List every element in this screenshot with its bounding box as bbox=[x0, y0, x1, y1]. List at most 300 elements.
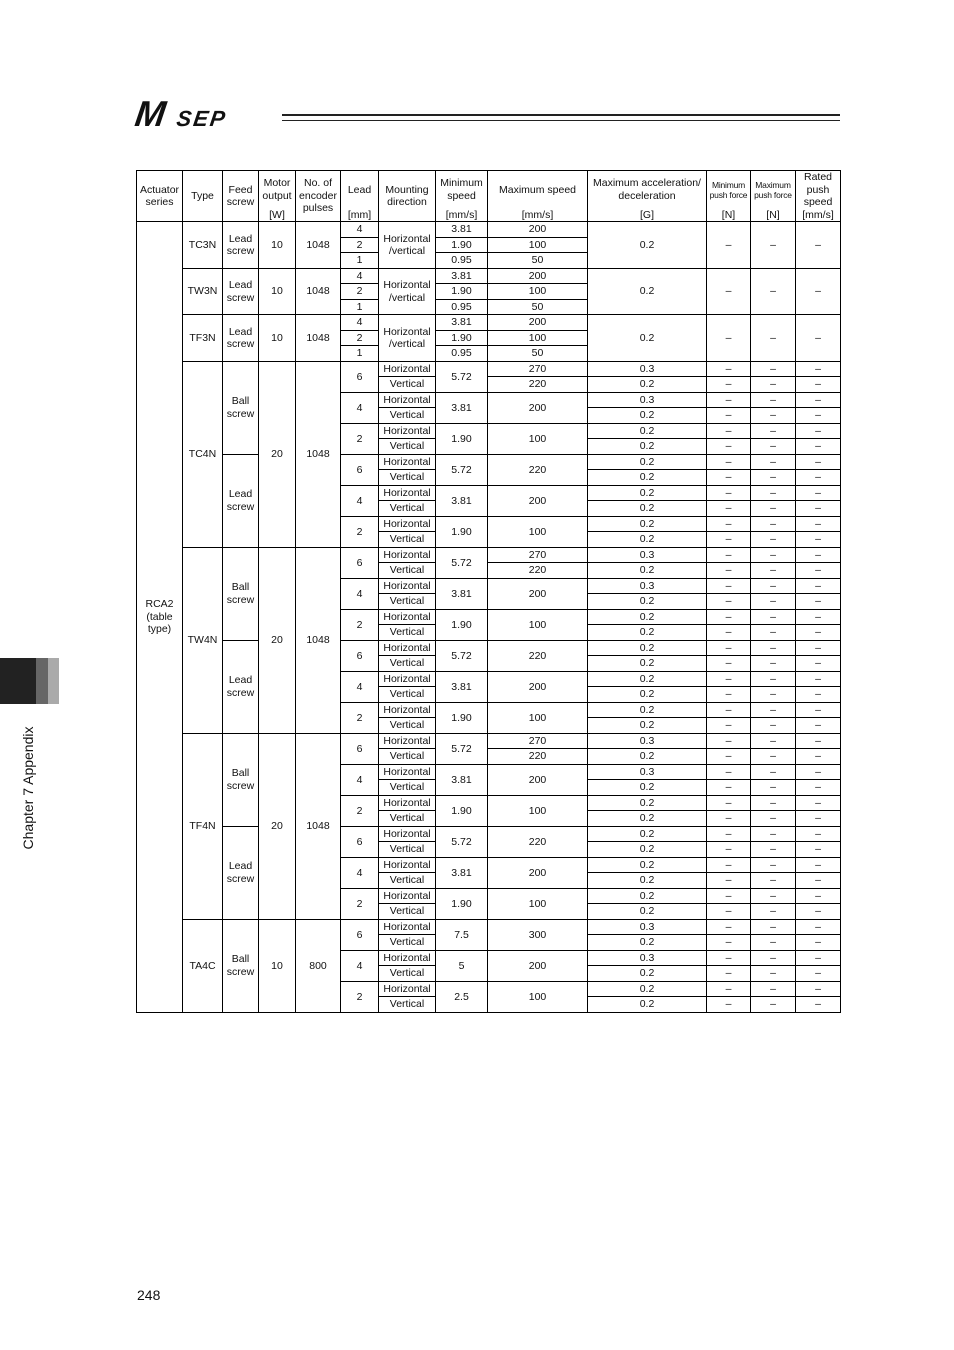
feed-screw-cell: Lead screw bbox=[223, 315, 259, 362]
rated-push-speed-cell: – bbox=[796, 516, 841, 532]
max-push-cell: – bbox=[751, 780, 796, 796]
max-push-cell: – bbox=[751, 625, 796, 641]
min-speed-cell: 3.81 bbox=[436, 578, 488, 609]
header-encoder-pulses: No. of encoder pulses bbox=[296, 171, 341, 222]
accel-cell: 0.3 bbox=[588, 919, 707, 935]
unit-min-push: [N] bbox=[707, 209, 751, 222]
accel-cell: 0.2 bbox=[588, 640, 707, 656]
accel-cell: 0.3 bbox=[588, 392, 707, 408]
type-cell: TA4C bbox=[183, 919, 223, 1012]
accel-cell: 0.2 bbox=[588, 997, 707, 1013]
msep-logo bbox=[132, 93, 278, 134]
mounting-cell: Vertical bbox=[379, 687, 436, 703]
mounting-cell: Horizontal bbox=[379, 764, 436, 780]
lead-cell: 4 bbox=[341, 222, 379, 238]
max-push-cell: – bbox=[751, 501, 796, 517]
max-push-cell: – bbox=[751, 454, 796, 470]
feed-screw-cell: Ball screw bbox=[223, 547, 259, 640]
min-push-cell: – bbox=[707, 935, 751, 951]
actuator-series-cell: RCA2 (table type) bbox=[137, 222, 183, 1013]
page-number: 248 bbox=[137, 1287, 161, 1303]
lead-cell: 6 bbox=[341, 640, 379, 671]
mounting-cell: Vertical bbox=[379, 656, 436, 672]
table-row bbox=[137, 454, 841, 470]
max-push-cell: – bbox=[751, 594, 796, 610]
max-speed-cell: 270 bbox=[488, 733, 588, 749]
max-push-cell: – bbox=[751, 439, 796, 455]
lead-cell: 4 bbox=[341, 578, 379, 609]
min-push-cell: – bbox=[707, 361, 751, 377]
accel-cell: 0.2 bbox=[588, 268, 707, 315]
accel-cell: 0.2 bbox=[588, 888, 707, 904]
max-push-cell: – bbox=[751, 857, 796, 873]
rated-push-speed-cell: – bbox=[796, 470, 841, 486]
min-push-cell: – bbox=[707, 842, 751, 858]
min-push-cell: – bbox=[707, 392, 751, 408]
min-speed-cell: 1.90 bbox=[436, 237, 488, 253]
accel-cell: 0.2 bbox=[588, 826, 707, 842]
rated-push-speed-cell: – bbox=[796, 687, 841, 703]
min-speed-cell: 1.90 bbox=[436, 888, 488, 919]
min-speed-cell: 0.95 bbox=[436, 299, 488, 315]
encoder-pulses-cell: 1048 bbox=[296, 733, 341, 919]
accel-cell: 0.2 bbox=[588, 842, 707, 858]
mounting-cell: Horizontal bbox=[379, 392, 436, 408]
rated-push-speed-cell: – bbox=[796, 640, 841, 656]
min-speed-cell: 3.81 bbox=[436, 268, 488, 284]
max-push-cell: – bbox=[751, 268, 796, 315]
max-speed-cell: 200 bbox=[488, 764, 588, 795]
max-speed-cell: 220 bbox=[488, 377, 588, 393]
min-speed-cell: 5.72 bbox=[436, 454, 488, 485]
lead-cell: 2 bbox=[341, 702, 379, 733]
max-push-cell: – bbox=[751, 888, 796, 904]
mounting-cell: Horizontal /vertical bbox=[379, 268, 436, 315]
min-push-cell: – bbox=[707, 516, 751, 532]
rated-push-speed-cell: – bbox=[796, 315, 841, 362]
min-push-cell: – bbox=[707, 315, 751, 362]
mounting-cell: Vertical bbox=[379, 811, 436, 827]
max-speed-cell: 300 bbox=[488, 919, 588, 950]
rated-push-speed-cell: – bbox=[796, 423, 841, 439]
max-speed-cell: 200 bbox=[488, 268, 588, 284]
max-speed-cell: 200 bbox=[488, 671, 588, 702]
max-speed-cell: 220 bbox=[488, 826, 588, 857]
rated-push-speed-cell: – bbox=[796, 842, 841, 858]
spec-table-body bbox=[137, 222, 841, 1013]
rated-push-speed-cell: – bbox=[796, 702, 841, 718]
table-row bbox=[137, 640, 841, 656]
max-push-cell: – bbox=[751, 904, 796, 920]
max-speed-cell: 100 bbox=[488, 237, 588, 253]
min-speed-cell: 1.90 bbox=[436, 423, 488, 454]
min-push-cell: – bbox=[707, 966, 751, 982]
motor-output-cell: 20 bbox=[259, 733, 296, 919]
header-max-push: Maximum push force bbox=[751, 171, 796, 209]
min-speed-cell: 1.90 bbox=[436, 516, 488, 547]
mounting-cell: Vertical bbox=[379, 501, 436, 517]
accel-cell: 0.2 bbox=[588, 857, 707, 873]
mounting-cell: Horizontal /vertical bbox=[379, 222, 436, 269]
type-cell: TF4N bbox=[183, 733, 223, 919]
min-push-cell: – bbox=[707, 826, 751, 842]
lead-cell: 6 bbox=[341, 454, 379, 485]
max-push-cell: – bbox=[751, 733, 796, 749]
rated-push-speed-cell: – bbox=[796, 439, 841, 455]
accel-cell: 0.2 bbox=[588, 873, 707, 889]
mounting-cell: Vertical bbox=[379, 470, 436, 486]
rated-push-speed-cell: – bbox=[796, 377, 841, 393]
max-push-cell: – bbox=[751, 795, 796, 811]
rated-push-speed-cell: – bbox=[796, 873, 841, 889]
header-rule bbox=[282, 114, 840, 116]
accel-cell: 0.2 bbox=[588, 222, 707, 269]
min-push-cell: – bbox=[707, 268, 751, 315]
max-speed-cell: 100 bbox=[488, 330, 588, 346]
rated-push-speed-cell: – bbox=[796, 501, 841, 517]
min-push-cell: – bbox=[707, 532, 751, 548]
feed-screw-cell: Lead screw bbox=[223, 826, 259, 919]
mounting-cell: Vertical bbox=[379, 904, 436, 920]
lead-cell: 2 bbox=[341, 330, 379, 346]
encoder-pulses-cell: 1048 bbox=[296, 547, 341, 733]
accel-cell: 0.2 bbox=[588, 315, 707, 362]
min-speed-cell: 1.90 bbox=[436, 702, 488, 733]
svg-text:M: M bbox=[132, 93, 169, 134]
min-push-cell: – bbox=[707, 780, 751, 796]
lead-cell: 6 bbox=[341, 361, 379, 392]
mounting-cell: Horizontal bbox=[379, 733, 436, 749]
max-push-cell: – bbox=[751, 516, 796, 532]
lead-cell: 4 bbox=[341, 671, 379, 702]
accel-cell: 0.2 bbox=[588, 966, 707, 982]
min-push-cell: – bbox=[707, 997, 751, 1013]
mounting-cell: Vertical bbox=[379, 563, 436, 579]
min-speed-cell: 3.81 bbox=[436, 222, 488, 238]
max-push-cell: – bbox=[751, 950, 796, 966]
mounting-cell: Horizontal bbox=[379, 888, 436, 904]
max-speed-cell: 200 bbox=[488, 578, 588, 609]
mounting-cell: Horizontal bbox=[379, 702, 436, 718]
lead-cell: 2 bbox=[341, 609, 379, 640]
encoder-pulses-cell: 1048 bbox=[296, 315, 341, 362]
rated-push-speed-cell: – bbox=[796, 609, 841, 625]
rated-push-speed-cell: – bbox=[796, 361, 841, 377]
max-push-cell: – bbox=[751, 609, 796, 625]
max-speed-cell: 220 bbox=[488, 563, 588, 579]
lead-cell: 2 bbox=[341, 981, 379, 1012]
accel-cell: 0.2 bbox=[588, 981, 707, 997]
mounting-cell: Vertical bbox=[379, 532, 436, 548]
min-push-cell: – bbox=[707, 547, 751, 563]
max-speed-cell: 100 bbox=[488, 609, 588, 640]
table-row bbox=[137, 547, 841, 563]
max-push-cell: – bbox=[751, 671, 796, 687]
max-speed-cell: 100 bbox=[488, 284, 588, 300]
min-push-cell: – bbox=[707, 609, 751, 625]
feed-screw-cell: Ball screw bbox=[223, 361, 259, 454]
max-push-cell: – bbox=[751, 485, 796, 501]
min-push-cell: – bbox=[707, 222, 751, 269]
max-speed-cell: 200 bbox=[488, 315, 588, 331]
header-type: Type bbox=[183, 171, 223, 222]
max-push-cell: – bbox=[751, 687, 796, 703]
min-speed-cell: 3.81 bbox=[436, 315, 488, 331]
mounting-cell: Horizontal bbox=[379, 795, 436, 811]
max-speed-cell: 270 bbox=[488, 361, 588, 377]
min-push-cell: – bbox=[707, 749, 751, 765]
header-rule-thin bbox=[282, 120, 840, 121]
rated-push-speed-cell: – bbox=[796, 578, 841, 594]
rated-push-speed-cell: – bbox=[796, 454, 841, 470]
rated-push-speed-cell: – bbox=[796, 966, 841, 982]
lead-cell: 1 bbox=[341, 346, 379, 362]
min-speed-cell: 7.5 bbox=[436, 919, 488, 950]
max-speed-cell: 200 bbox=[488, 392, 588, 423]
rated-push-speed-cell: – bbox=[796, 222, 841, 269]
max-speed-cell: 50 bbox=[488, 346, 588, 362]
accel-cell: 0.2 bbox=[588, 671, 707, 687]
min-push-cell: – bbox=[707, 625, 751, 641]
mounting-cell: Vertical bbox=[379, 780, 436, 796]
max-speed-cell: 220 bbox=[488, 640, 588, 671]
min-speed-cell: 1.90 bbox=[436, 284, 488, 300]
max-speed-cell: 100 bbox=[488, 516, 588, 547]
header-feed-screw: Feed screw bbox=[223, 171, 259, 222]
max-speed-cell: 100 bbox=[488, 702, 588, 733]
min-push-cell: – bbox=[707, 501, 751, 517]
max-push-cell: – bbox=[751, 222, 796, 269]
encoder-pulses-cell: 1048 bbox=[296, 222, 341, 269]
encoder-pulses-cell: 800 bbox=[296, 919, 341, 1012]
rated-push-speed-cell: – bbox=[796, 749, 841, 765]
rated-push-speed-cell: – bbox=[796, 408, 841, 424]
min-speed-cell: 3.81 bbox=[436, 857, 488, 888]
min-push-cell: – bbox=[707, 423, 751, 439]
min-speed-cell: 0.95 bbox=[436, 253, 488, 269]
max-speed-cell: 220 bbox=[488, 454, 588, 485]
max-push-cell: – bbox=[751, 470, 796, 486]
table-row bbox=[137, 315, 841, 331]
max-speed-cell: 200 bbox=[488, 857, 588, 888]
rated-push-speed-cell: – bbox=[796, 857, 841, 873]
max-push-cell: – bbox=[751, 377, 796, 393]
max-speed-cell: 50 bbox=[488, 253, 588, 269]
lead-cell: 1 bbox=[341, 253, 379, 269]
mounting-cell: Horizontal bbox=[379, 578, 436, 594]
accel-cell: 0.2 bbox=[588, 470, 707, 486]
lead-cell: 1 bbox=[341, 299, 379, 315]
mounting-cell: Horizontal bbox=[379, 609, 436, 625]
min-push-cell: – bbox=[707, 578, 751, 594]
min-speed-cell: 0.95 bbox=[436, 346, 488, 362]
table-row bbox=[137, 361, 841, 377]
min-speed-cell: 1.90 bbox=[436, 330, 488, 346]
mounting-cell: Horizontal bbox=[379, 671, 436, 687]
rated-push-speed-cell: – bbox=[796, 594, 841, 610]
max-push-cell: – bbox=[751, 315, 796, 362]
lead-cell: 2 bbox=[341, 795, 379, 826]
max-speed-cell: 50 bbox=[488, 299, 588, 315]
max-push-cell: – bbox=[751, 997, 796, 1013]
accel-cell: 0.2 bbox=[588, 780, 707, 796]
motor-output-cell: 10 bbox=[259, 919, 296, 1012]
accel-cell: 0.3 bbox=[588, 547, 707, 563]
min-push-cell: – bbox=[707, 981, 751, 997]
min-push-cell: – bbox=[707, 811, 751, 827]
accel-cell: 0.2 bbox=[588, 501, 707, 517]
lead-cell: 4 bbox=[341, 392, 379, 423]
mounting-cell: Vertical bbox=[379, 377, 436, 393]
type-cell: TC4N bbox=[183, 361, 223, 547]
rated-push-speed-cell: – bbox=[796, 764, 841, 780]
rated-push-speed-cell: – bbox=[796, 919, 841, 935]
max-push-cell: – bbox=[751, 640, 796, 656]
max-push-cell: – bbox=[751, 764, 796, 780]
feed-screw-cell: Lead screw bbox=[223, 640, 259, 733]
accel-cell: 0.2 bbox=[588, 439, 707, 455]
min-speed-cell: 5.72 bbox=[436, 361, 488, 392]
header-accel: Maximum acceleration/ deceleration bbox=[588, 171, 707, 209]
accel-cell: 0.2 bbox=[588, 625, 707, 641]
motor-output-cell: 10 bbox=[259, 268, 296, 315]
accel-cell: 0.2 bbox=[588, 408, 707, 424]
mounting-cell: Horizontal bbox=[379, 485, 436, 501]
accel-cell: 0.2 bbox=[588, 485, 707, 501]
min-push-cell: – bbox=[707, 485, 751, 501]
mounting-cell: Horizontal bbox=[379, 454, 436, 470]
max-push-cell: – bbox=[751, 718, 796, 734]
max-push-cell: – bbox=[751, 981, 796, 997]
accel-cell: 0.2 bbox=[588, 656, 707, 672]
max-push-cell: – bbox=[751, 656, 796, 672]
min-speed-cell: 5.72 bbox=[436, 826, 488, 857]
accel-cell: 0.2 bbox=[588, 516, 707, 532]
min-push-cell: – bbox=[707, 439, 751, 455]
min-push-cell: – bbox=[707, 857, 751, 873]
unit-max-speed: [mm/s] bbox=[488, 209, 588, 222]
max-push-cell: – bbox=[751, 873, 796, 889]
rated-push-speed-cell: – bbox=[796, 532, 841, 548]
feed-screw-cell: Lead screw bbox=[223, 268, 259, 315]
min-push-cell: – bbox=[707, 888, 751, 904]
rated-push-speed-cell: – bbox=[796, 981, 841, 997]
type-cell: TC3N bbox=[183, 222, 223, 269]
encoder-pulses-cell: 1048 bbox=[296, 268, 341, 315]
header-actuator-series: Actuator series bbox=[137, 171, 183, 222]
rated-push-speed-cell: – bbox=[796, 671, 841, 687]
feed-screw-cell: Lead screw bbox=[223, 222, 259, 269]
encoder-pulses-cell: 1048 bbox=[296, 361, 341, 547]
accel-cell: 0.2 bbox=[588, 563, 707, 579]
min-speed-cell: 3.81 bbox=[436, 485, 488, 516]
unit-min-speed: [mm/s] bbox=[436, 209, 488, 222]
min-speed-cell: 3.81 bbox=[436, 671, 488, 702]
mounting-cell: Vertical bbox=[379, 594, 436, 610]
motor-output-cell: 10 bbox=[259, 222, 296, 269]
feed-screw-cell: Ball screw bbox=[223, 733, 259, 826]
min-speed-cell: 5.72 bbox=[436, 547, 488, 578]
chapter-tab-block bbox=[0, 658, 36, 704]
table-row bbox=[137, 222, 841, 238]
max-speed-cell: 200 bbox=[488, 485, 588, 516]
max-push-cell: – bbox=[751, 935, 796, 951]
mounting-cell: Vertical bbox=[379, 749, 436, 765]
svg-text:SEP: SEP bbox=[175, 106, 229, 131]
accel-cell: 0.3 bbox=[588, 361, 707, 377]
max-speed-cell: 200 bbox=[488, 222, 588, 238]
mounting-cell: Horizontal bbox=[379, 981, 436, 997]
mounting-cell: Horizontal bbox=[379, 826, 436, 842]
mounting-cell: Horizontal bbox=[379, 516, 436, 532]
rated-push-speed-cell: – bbox=[796, 950, 841, 966]
lead-cell: 4 bbox=[341, 764, 379, 795]
max-push-cell: – bbox=[751, 408, 796, 424]
lead-cell: 2 bbox=[341, 237, 379, 253]
accel-cell: 0.2 bbox=[588, 532, 707, 548]
max-speed-cell: 100 bbox=[488, 795, 588, 826]
unit-accel: [G] bbox=[588, 209, 707, 222]
accel-cell: 0.2 bbox=[588, 702, 707, 718]
min-push-cell: – bbox=[707, 563, 751, 579]
min-push-cell: – bbox=[707, 640, 751, 656]
rated-push-speed-cell: – bbox=[796, 811, 841, 827]
header-lead: Lead bbox=[341, 171, 379, 209]
max-push-cell: – bbox=[751, 842, 796, 858]
accel-cell: 0.2 bbox=[588, 904, 707, 920]
max-push-cell: – bbox=[751, 532, 796, 548]
max-push-cell: – bbox=[751, 826, 796, 842]
mounting-cell: Horizontal bbox=[379, 547, 436, 563]
mounting-cell: Horizontal bbox=[379, 857, 436, 873]
chapter-label: Chapter 7 Appendix bbox=[20, 726, 36, 850]
accel-cell: 0.2 bbox=[588, 795, 707, 811]
lead-cell: 4 bbox=[341, 950, 379, 981]
max-speed-cell: 100 bbox=[488, 981, 588, 1012]
accel-cell: 0.2 bbox=[588, 811, 707, 827]
chapter-tab-stripe-light bbox=[48, 658, 59, 704]
min-push-cell: – bbox=[707, 795, 751, 811]
min-push-cell: – bbox=[707, 873, 751, 889]
rated-push-speed-cell: – bbox=[796, 888, 841, 904]
min-push-cell: – bbox=[707, 718, 751, 734]
max-push-cell: – bbox=[751, 563, 796, 579]
max-push-cell: – bbox=[751, 749, 796, 765]
min-push-cell: – bbox=[707, 656, 751, 672]
mounting-cell: Vertical bbox=[379, 439, 436, 455]
min-push-cell: – bbox=[707, 671, 751, 687]
max-push-cell: – bbox=[751, 811, 796, 827]
header-max-speed: Maximum speed bbox=[488, 171, 588, 209]
chapter-tab-stripe bbox=[36, 658, 48, 704]
mounting-cell: Horizontal /vertical bbox=[379, 315, 436, 362]
min-push-cell: – bbox=[707, 919, 751, 935]
mounting-cell: Horizontal bbox=[379, 950, 436, 966]
max-push-cell: – bbox=[751, 392, 796, 408]
accel-cell: 0.3 bbox=[588, 733, 707, 749]
rated-push-speed-cell: – bbox=[796, 904, 841, 920]
rated-push-speed-cell: – bbox=[796, 826, 841, 842]
unit-max-push: [N] bbox=[751, 209, 796, 222]
min-push-cell: – bbox=[707, 950, 751, 966]
rated-push-speed-cell: – bbox=[796, 268, 841, 315]
mounting-cell: Vertical bbox=[379, 625, 436, 641]
type-cell: TW3N bbox=[183, 268, 223, 315]
table-row bbox=[137, 268, 841, 284]
min-push-cell: – bbox=[707, 702, 751, 718]
table-row bbox=[137, 733, 841, 749]
header-motor-output: Motor output bbox=[259, 171, 296, 209]
